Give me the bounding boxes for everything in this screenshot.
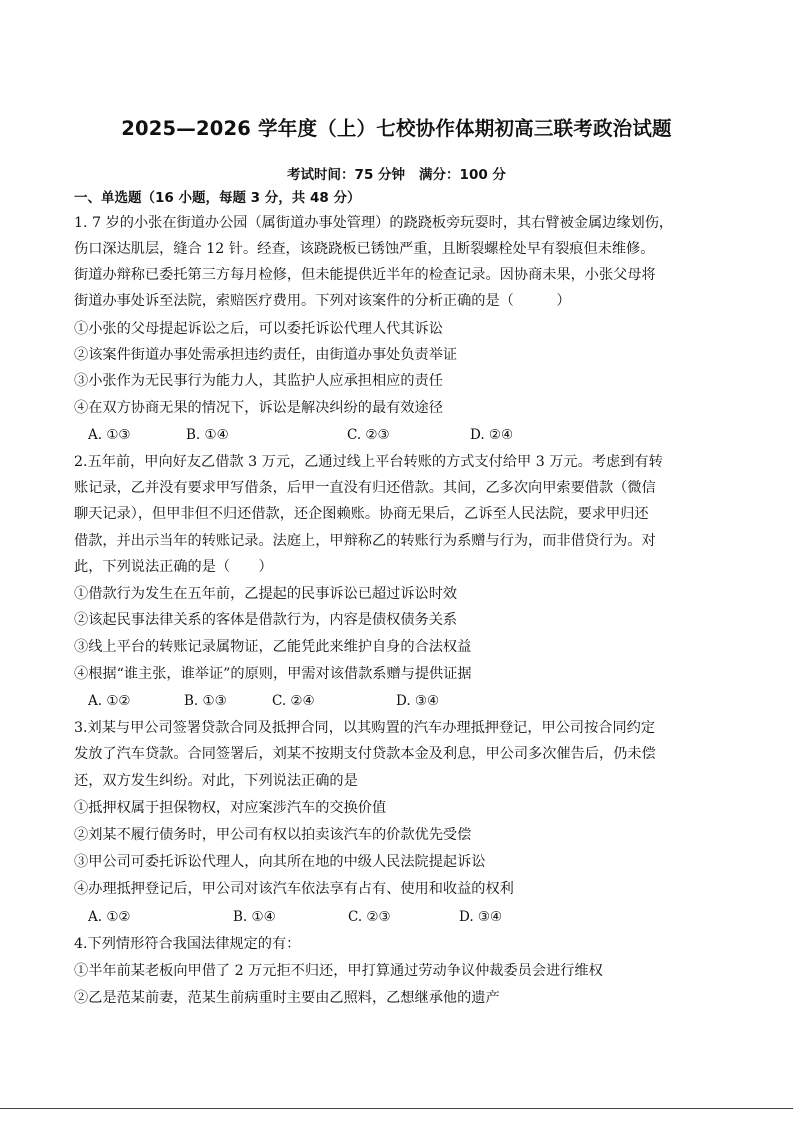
q2-statement: ①借款行为发生在五年前，乙提起的民事诉讼已超过诉讼时效 bbox=[74, 586, 458, 602]
q2-option-d: D. ③④ bbox=[396, 693, 440, 709]
q2-stem-line: 账记录，乙并没有要求甲写借条，后甲一直没有归还借款。其间，乙多次向甲索要借款（微信 bbox=[74, 480, 656, 496]
q2-stem-line: 此，下列说法正确的是（ ） bbox=[74, 559, 273, 575]
q3-option-d: D. ③④ bbox=[459, 909, 503, 925]
q4-statement: ①半年前某老板向甲借了 2 万元拒不归还，甲打算通过劳动争议仲裁委员会进行维权 bbox=[74, 963, 603, 979]
exam-time: 考试时间：75 分钟 bbox=[287, 167, 406, 183]
q3-stem-line: 3.刘某与甲公司签署贷款合同及抵押合同，以其购置的汽车办理抵押登记，甲公司按合同约定 bbox=[74, 720, 656, 736]
q1-option-b: B. ①④ bbox=[186, 427, 229, 443]
q4-statement: ②乙是范某前妻，范某生前病重时主要由乙照料，乙想继承他的遗产 bbox=[74, 990, 500, 1006]
q3-statement: ④办理抵押登记后，甲公司对该汽车依法享有占有、使用和收益的权利 bbox=[74, 881, 514, 897]
q3-option-a: A. ①② bbox=[88, 909, 131, 925]
q3-statement: ③甲公司可委托诉讼代理人，向其所在地的中级人民法院提起诉讼 bbox=[74, 854, 486, 870]
q2-statement: ③线上平台的转账记录属物证，乙能凭此来维护自身的合法权益 bbox=[74, 639, 472, 655]
q1-stem-line: 街道办辩称已委托第三方每月检修，但未能提供近半年的检查记录。因协商未果，小张父母将 bbox=[74, 267, 656, 283]
q3-option-b: B. ①④ bbox=[233, 909, 276, 925]
q3-option-c: C. ②③ bbox=[348, 909, 391, 925]
q3-statement: ①抵押权属于担保物权，对应案涉汽车的交换价值 bbox=[74, 800, 387, 816]
q1-option-d: D. ②④ bbox=[470, 427, 514, 443]
exam-title: 2025—2026 学年度（上）七校协作体期初高三联考政治试题 bbox=[121, 117, 672, 140]
q2-option-c: C. ②④ bbox=[272, 693, 315, 709]
q3-stem-line: 发放了汽车贷款。合同签署后，刘某不按期支付贷款本金及利息，甲公司多次催告后，仍未偿 bbox=[74, 746, 656, 762]
q2-option-b: B. ①③ bbox=[184, 693, 227, 709]
q1-statement: ①小张的父母提起诉讼之后，可以委托诉讼代理人代其诉讼 bbox=[74, 321, 443, 337]
q2-stem-line: 聊天记录），但甲非但不归还借款，还企图赖账。协商无果后，乙诉至人民法院，要求甲归还 bbox=[74, 506, 649, 522]
q2-statement: ④根据“谁主张，谁举证”的原则，甲需对该借款系赠与提供证据 bbox=[74, 666, 472, 682]
q1-statement: ②该案件街道办事处需承担违约责任，由街道办事处负责举证 bbox=[74, 347, 458, 363]
full-score: 满分：100 分 bbox=[419, 167, 506, 183]
q1-stem-line: 街道办事处诉至法院，索赔医疗费用。下列对该案件的分析正确的是（ ） bbox=[74, 293, 571, 309]
q1-option-c: C. ②③ bbox=[347, 427, 390, 443]
q2-stem-line: 2.五年前，甲向好友乙借款 3 万元，乙通过线上平台转账的方式支付给甲 3 万元。考虑到有转 bbox=[74, 454, 663, 470]
q3-stem-line: 还，双方发生纠纷。对此，下列说法正确的是 bbox=[74, 773, 358, 789]
q1-option-a: A. ①③ bbox=[88, 427, 131, 443]
q4-stem-line: 4.下列情形符合我国法律规定的有： bbox=[74, 936, 301, 952]
section-heading: 一、单选题（16 小题，每题 3 分，共 48 分） bbox=[74, 190, 361, 206]
q1-statement: ④在双方协商无果的情况下，诉讼是解决纠纷的最有效途径 bbox=[74, 400, 443, 416]
q1-stem-line: 1. 7 岁的小张在街道办公园（属街道办事处管理）的跷跷板旁玩耍时，其右臂被金属边缘划伤， bbox=[74, 215, 674, 231]
q1-statement: ③小张作为无民事行为能力人，其监护人应承担相应的责任 bbox=[74, 373, 443, 389]
q3-statement: ②刘某不履行债务时，甲公司有权以拍卖该汽车的价款优先受偿 bbox=[74, 827, 472, 843]
page-bottom-rule bbox=[0, 1108, 793, 1109]
exam-meta bbox=[0, 163, 793, 183]
q2-option-a: A. ①② bbox=[88, 693, 131, 709]
q2-stem-line: 借款，并出示当年的转账记录。法庭上，甲辩称乙的转账行为系赠与行为，而非借贷行为。对 bbox=[74, 533, 656, 549]
q2-statement: ②该起民事法律关系的客体是借款行为，内容是债权债务关系 bbox=[74, 612, 458, 628]
q1-stem-line: 伤口深达肌层，缝合 12 针。经查，该跷跷板已锈蚀严重，且断裂螺栓处早有裂痕但未维修。 bbox=[74, 241, 655, 257]
